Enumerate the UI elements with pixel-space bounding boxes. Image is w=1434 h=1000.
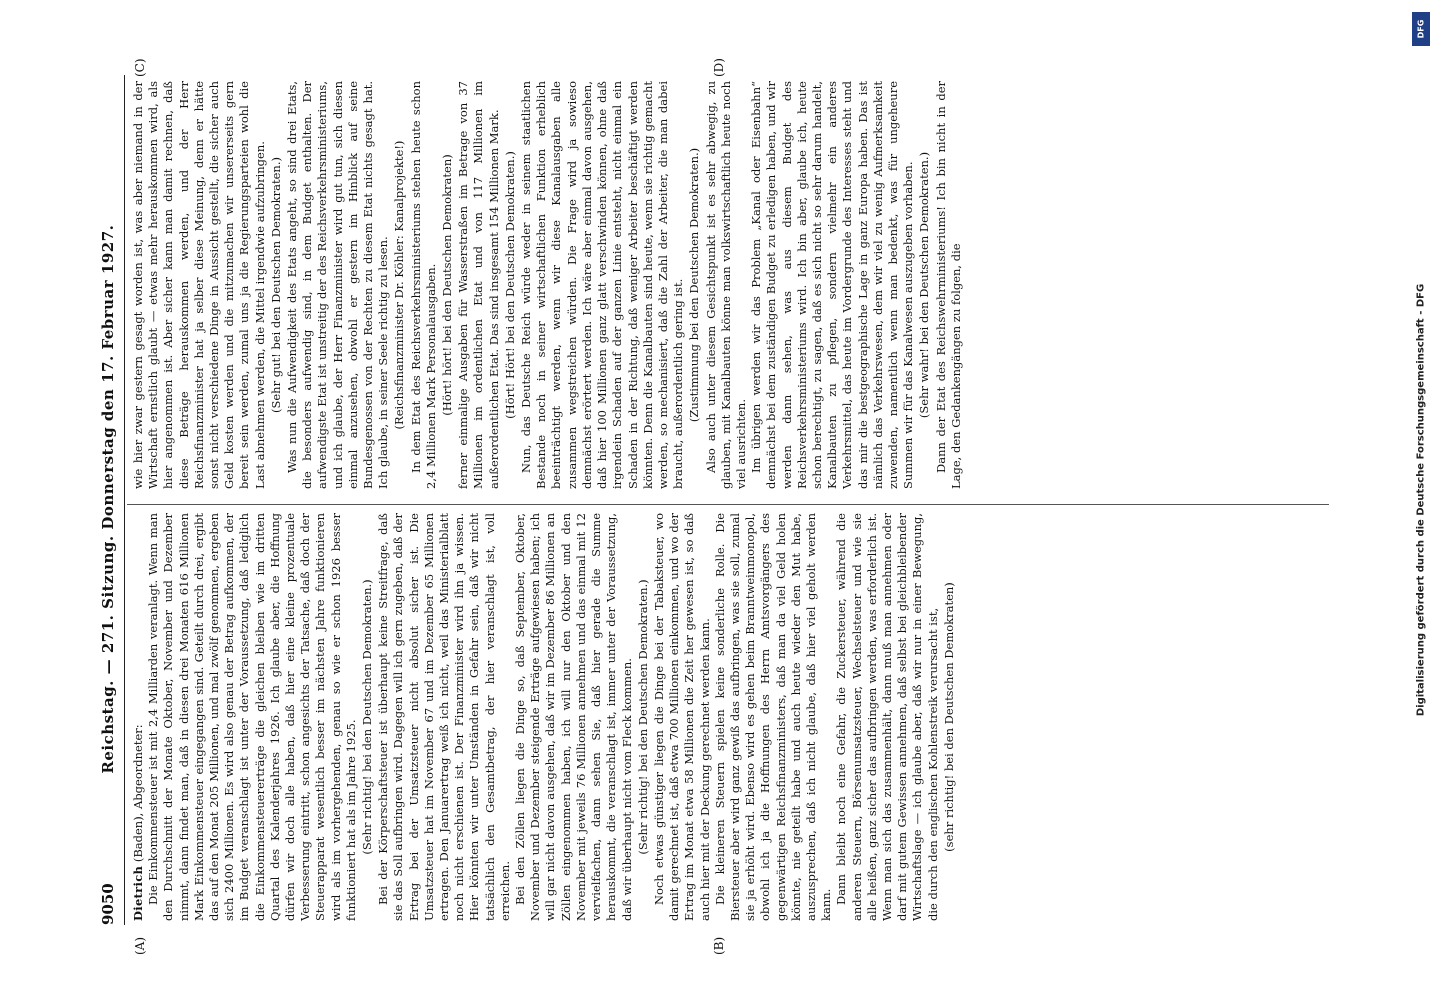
interjection: (Reichsfinanzminister Dr. Köhler: Kanalprojekte!) [392,140,407,430]
digitization-note: Digitalisierung gefördert durch die Deutsche Forschungsgemeinschaft - DFG [1415,283,1427,717]
paragraph: Dann der Etat des Reichswehrministeriums! Ich bin nicht in der Lage, den Gedankengängen zu folgen, die [933,81,963,489]
interjection: (Sehr richtig! bei den Deutschen Demokraten.) [635,579,650,855]
digitization-sidebar [1410,12,1432,988]
speaker-note: (Baden), Abgeordneter: [131,724,145,863]
interjection: (Sehr richtig! bei den Deutschen Demokraten.) [360,579,375,855]
speaker-name: Dietrich [131,865,145,921]
margin-marker-b: (B) [712,936,726,955]
interjection: (sehr richtig! bei den Deutschen Demokraten) [941,582,956,852]
paragraph: Dann bleibt noch eine Gefahr, die Zuckersteuer, während die anderen Steuern, Börsenumsatzsteuer, Wechselsteuer und wie sie alle heißen, ganz sicher das aufbringen werden, was erforderlich ist. Wenn man sich das zusammenhält, dann muß man annehmen oder darf mit gutem Gewissen annehmen, daß selbst bei gleichbleibender Wirtschaftslage — ich glaube aber, daß wir nur in einer Bewegung, die durch den englischen Kohlenstreik verursacht ist, [834,513,940,921]
interjection: (Sehr wahr! bei den Deutschen Demokraten.) [917,151,932,419]
paragraph: Bei der Körperschaftsteuer ist überhaupt keine Streitfrage, daß sie das Soll aufbringen wird. Dagegen will ich gern zugeben, daß der Ertrag bei der Umsatzsteuer nicht absolut sicher ist. Die Umsatzsteuer hat im November 67 und im Dezember 65 Millionen ertragen. Den Januarertrag weiß ich nicht, weil das Ministerialblatt noch nicht erschienen ist. Der Finanzminister wird ihn ja wissen. Hier könnten wir unter Umständen in Gefahr sein, daß wir nicht tatsächlich den Gesamtbetrag, der hier veranschlagt ist, voll erreichen. [376,513,512,921]
paragraph: ferner einmalige Ausgaben für Wasserstraßen im Betrage von 37 Millionen im ordentlichen Etat und von 117 Millionen im außerordentlichen Etat. Das sind insgesamt 154 Millionen Mark. [456,81,501,489]
paragraph: Noch etwas günstiger liegen die Dinge bei der Tabaksteuer, wo damit gerechnet ist, daß etwa 700 Millionen einkommen, und wo der Ertrag im Monat etwa 58 Millionen die Zeit her gewesen ist, so daß auch hier mit der Deckung gerechnet werden kann. [651,513,712,921]
paragraph: In dem Etat des Reichsverkehrsministeriums stehen heute schon 2,4 Millionen Mark Personalausgaben. [408,81,438,489]
right-column [131,81,964,489]
page-header [99,75,121,925]
paragraph: Im übrigen werden wir das Problem „Kanal oder Eisenbahn“ demnächst bei dem zuständigen Budget zu erledigen haben, und wir werden dann sehen, was aus diesem Budget des Reichsverkehrsministeriums wird. Ich bin aber, glaube ich, heute schon berechtigt, zu sagen, daß es sich nicht so sehr darum handelt, Kanalbauten zu pflegen, sondern vielmehr ein anderes Verkehrsmittel, das heute im Vordergrunde des Interesses steht und das mir die bestgeographische Lage in ganz Europa haben. Das ist nämlich das Verkehrswesen, dem wir viel zu wenig Aufmerksamkeit zuwenden, namentlich wenn man bedenkt, was für ungeheure Summen wir für das Kanalwesen auszugeben vorhaben. [749,81,916,489]
header-rule [124,75,125,925]
paragraph: Bei den Zöllen liegen die Dinge so, daß September, Oktober, November und Dezember steigende Erträge aufgewiesen haben; ich will gar nicht davon ausgehen, daß wir im Dezember 86 Millionen an Zöllen eingenommen haben, ich will nur den Oktober und den November mit jeweils 76 Millionen annehmen und das einmal mit 12 vervielfachen, dann sehen Sie, daß hier gerade die Summe herauskommt, die veranschlagt ist, immer unter der Voraussetzung, daß wir überhaupt nicht vom Fleck kommen. [513,513,634,921]
paragraph: wie hier zwar gestern gesagt worden ist, was aber niemand in der Wirtschaft ernstlich glaubt — etwas mehr herauskommen wird, als hier angenommen ist. Aber sicher kann man damit rechnen, daß diese Beträge herauskommen werden, und der Herr Reichsfinanzminister hat ja selber diese Meinung, denn er hätte sonst nicht verschiedene Dinge in Aussicht gestellt, die sicher auch Geld kosten werden und die mitzumachen wir unsererseits gern bereit sein werden, zumal uns ja die Regierungsparteien wohl die Last abnehmen werden, die Mittel irgendwie aufzubringen. [131,81,267,489]
page-number: 9050 [99,883,117,925]
header-title: Reichstag. — 271. Sitzung. Donnerstag den 17. Februar 1927. [99,224,117,774]
document-page [97,58,1337,955]
interjection: (Hört! Hört! bei den Deutschen Demokraten.) [502,151,517,419]
left-column [131,513,958,921]
paragraph: Die kleineren Steuern spielen keine sonderliche Rolle. Die Biersteuer aber wird ganz gewiß das aufbringen, was sie soll, zumal sie ja erhöht wird. Ebenso wird es gehen beim Branntweinmonopol, obwohl ich ja die Hoffnungen des Herrn Amtsvorgängers des gegenwärtigen Reichsfinanzministers, daß man da viel Geld holen könnte, nie geteilt habe und auch heute wieder den Mut habe, auszusprechen, daß ich nicht glaube, daß hier viel geholt werden kann. [712,513,834,921]
paragraph: Also auch unter diesem Gesichtspunkt ist es sehr abwegig, zu glauben, mit Kanalbauten könne man volkswirtschaftlich heute noch viel ausrichten. [703,81,748,489]
paragraph: Die Einkommensteuer ist mit 2,4 Milliarden veranlagt. Wenn man den Durchschnitt der Monate Oktober, November und Dezember nimmt, dann findet man, daß in diesen drei Monaten 616 Millionen Mark Einkommensteuer eingegangen sind. Geteilt durch drei, ergibt das auf den Monat 205 Millionen, und mal zwölf genommen, ergeben sich 2400 Millionen. Es wird also genau der Betrag aufkommen, der im Budget veranschlagt ist unter der Voraussetzung, daß lediglich die Einkommensteuererträge die gleichen bleiben wie im dritten Quartal des Kalenderjahres 1926. Ich glaube aber, die Hoffnung dürfen wir doch alle haben, daß hier eine kleine prozentuale Verbesserung eintritt, schon angesichts der Tatsache, daß doch der Steuerapparat wesentlich besser im nächsten Jahre funktionieren wird als im vorhergehenden, genau so wie er schon 1926 besser funktioniert hat als im Jahre 1925. [146,513,358,921]
margin-marker-d: (D) [712,58,726,77]
paragraph: Was nun die Aufwendigkeit des Etats angeht, so sind drei Etats, die besonders aufwendig sind, in dem Budget enthalten. Der aufwendigste Etat ist unstreitig der des Reichsverkehrsministeriums, und ich glaube, der Herr Finanzminister wird gut tun, sich diesen einmal anzusehen, obwohl er gestern im Hinblick auf seine Bundesgenossen von der Rechten zu diesem Etat nichts gesagt hat. Ich glaube, in seiner Seele richtig zu lesen. [285,81,391,489]
margin-marker-a: (A) [133,936,147,955]
interjection: (Hört! hört! bei den Deutschen Demokraten) [440,154,455,416]
interjection: (Sehr gut! bei den Deutschen Demokraten.) [268,157,283,413]
margin-marker-c: (C) [133,58,147,77]
interjection: (Zustimmung bei den Deutschen Demokraten.) [687,147,702,423]
column-divider [127,504,1329,505]
paragraph: Nun, das Deutsche Reich würde weder in seinem staatlichen Bestande noch in seiner wirtschaftlichen Funktion erheblich beeinträchtigt werden, wenn wir diese Kanalausgaben alle zusammen wegstreichen würden. Die Frage wird ja sowieso demnächst erörtert werden. Ich wäre aber einmal davon ausgehen, daß hier 100 Millionen ganz glatt verschwinden können, ohne daß irgendein Schaden auf der ganzen Linie entsteht, nicht einmal ein Schaden in der Richtung, daß weniger Arbeiter beschäftigt werden könnten. Denn die Kanalbauten sind heute, wenn sie richtig gemacht werden, so mechanisiert, daß die Zahl der Arbeiter, die man dabei braucht, außerordentlich gering ist. [519,81,686,489]
speaker-line [131,513,146,921]
dfg-logo: DFG [1412,12,1430,46]
